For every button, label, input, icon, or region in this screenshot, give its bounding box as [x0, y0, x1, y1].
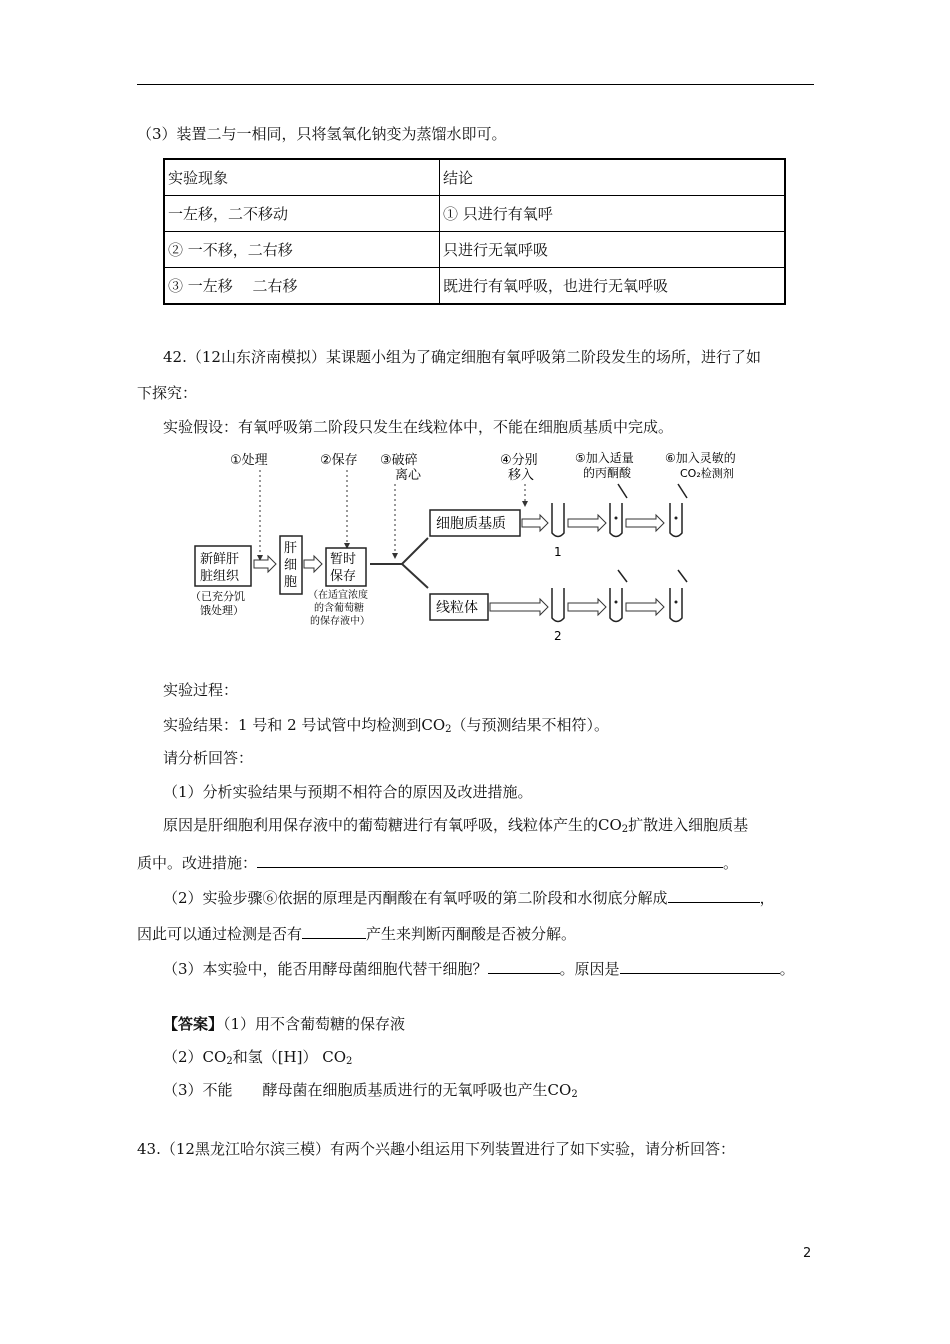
part3-intro: （3）装置二与一相同，只将氢氧化钠变为蒸馏水即可。 — [137, 125, 507, 143]
result-text-end: （与预测结果不相符）。 — [451, 716, 610, 734]
table-cell: 一左移，二不移动 — [164, 196, 440, 232]
q42-subq2-line1 — [163, 886, 775, 908]
results-table — [163, 158, 786, 305]
arrow-liver-to-store — [304, 556, 322, 572]
tissue-label-b: 脏组织 — [200, 569, 240, 584]
step4-label-b: 移入 — [508, 468, 535, 483]
step6-label-a: ⑥加入灵敏的 — [665, 451, 736, 465]
liver-cell-label-a: 肝 — [284, 541, 298, 556]
q42-improvement — [137, 851, 738, 873]
dropper-icon — [618, 484, 627, 498]
drop-icon — [675, 601, 678, 604]
tissue-note-a: （已充分饥 — [190, 590, 245, 603]
mitochondria-label: 线粒体 — [436, 600, 478, 616]
tube-2-step6 — [670, 588, 682, 622]
answer-label: 【答案】 — [163, 1015, 224, 1033]
cytoplasm-label: 细胞质基质 — [436, 516, 506, 532]
table-row — [164, 232, 785, 268]
answer-1: （1）用不含葡萄糖的保存液 — [223, 1015, 406, 1033]
step5-label-b: 的丙酮酸 — [583, 466, 632, 480]
storage-label-b: 保存 — [330, 569, 357, 584]
step3-label-b: 离心 — [395, 468, 422, 483]
step4-label-a: ④分别 — [500, 453, 538, 468]
table-row — [164, 268, 785, 305]
q42-line2: 下探究： — [137, 384, 198, 402]
q42-line1: 42.（12山东济南模拟）某课题小组为了确定细胞有氧呼吸第二阶段发生的场所，进行了如 — [163, 348, 761, 366]
tube-1 — [552, 503, 564, 537]
dropper-icon — [678, 570, 687, 582]
dropper-icon — [618, 570, 627, 582]
arrow-tube2-step6 — [626, 599, 664, 615]
q42-subq2-line2 — [137, 922, 576, 944]
split-arrow — [370, 538, 428, 588]
subq2-text-c: 产生来判断丙酮酸是否被分解。 — [366, 925, 577, 943]
table-cell: ③ 一左移 二右移 — [164, 268, 440, 305]
table-cell: ① 只进行有氧呼 — [440, 196, 786, 232]
answer-line3 — [163, 1080, 578, 1105]
storage-note-a: （在适宜浓度 — [308, 590, 368, 601]
improvement-end: 。 — [723, 854, 739, 872]
storage-note-b: 的含葡萄糖 — [314, 603, 364, 614]
reason-text-end: 扩散进入细胞质基 — [628, 816, 749, 834]
q43-line: 43.（12黑龙江哈尔滨三模）有两个兴趣小组运用下列装置进行了如下实验，请分析回答： — [137, 1140, 735, 1158]
step5-label-a: ⑤加入适量 — [575, 451, 634, 465]
subq2-blank-2[interactable] — [302, 922, 366, 939]
tube-1-step6 — [670, 503, 682, 537]
tube-2 — [552, 588, 564, 622]
improvement-label: 质中。改进措施： — [137, 854, 258, 872]
liver-cell-label-b: 细 — [284, 558, 298, 573]
header-rule — [137, 84, 814, 85]
q42-result — [163, 715, 609, 740]
answer-3-subscript: 2 — [571, 1089, 578, 1100]
arrow-cyto-to-tube1 — [522, 515, 548, 531]
q42-subq1: （1）分析实验结果与预期不相符合的原因及改进措施。 — [163, 783, 533, 801]
answer-line2 — [163, 1047, 352, 1072]
q42-reason — [163, 815, 748, 840]
step3-label-a: ③破碎 — [380, 453, 418, 468]
tube-1-step5 — [610, 503, 622, 537]
result-subscript: 2 — [445, 724, 452, 735]
experiment-diagram — [190, 448, 790, 648]
answer-3-text: （3）不能 酵母菌在细胞质基质进行的无氧呼吸也产生CO — [163, 1081, 572, 1099]
subq2-text-b: 因此可以通过检测是否有 — [137, 925, 303, 943]
q42-analyze: 请分析回答： — [163, 749, 254, 767]
tissue-label-a: 新鲜肝 — [200, 552, 240, 567]
step6-label-b: CO₂检测剂 — [680, 467, 734, 480]
q42-hypothesis: 实验假设：有氧呼吸第二阶段只发生在线粒体中，不能在细胞质基质中完成。 — [163, 418, 674, 436]
subq3-end: 。 — [779, 960, 795, 978]
improvement-blank[interactable] — [257, 851, 723, 868]
dropper-icon — [678, 484, 687, 498]
subq2-text: （2）实验步骤⑥依据的原理是丙酮酸在有氧呼吸的第二阶段和水彻底分解成 — [163, 889, 668, 907]
answer-2-subscript: 2 — [226, 1056, 233, 1067]
subq3-text-b: 。原因是 — [559, 960, 620, 978]
table-cell: ② 一不移，二右移 — [164, 232, 440, 268]
table-header-phenomenon: 实验现象 — [164, 159, 440, 196]
subq3-blank-2[interactable] — [620, 957, 780, 974]
drop-icon — [615, 517, 618, 520]
step2-label: ②保存 — [320, 453, 358, 468]
table-header-conclusion: 结论 — [440, 159, 786, 196]
drop-icon — [615, 601, 618, 604]
subq3-text: （3）本实验中，能否用酵母菌细胞代替干细胞？ — [163, 960, 488, 978]
step1-label: ①处理 — [230, 453, 268, 468]
table-cell: 只进行无氧呼吸 — [440, 232, 786, 268]
arrow-tube2-step5 — [568, 599, 606, 615]
answer-2-text: （2）CO — [163, 1048, 227, 1066]
tube-1-label: 1 — [554, 545, 562, 559]
table-header-row — [164, 159, 785, 196]
table-row — [164, 196, 785, 232]
storage-label-a: 暂时 — [330, 552, 357, 567]
q42-subq3 — [163, 957, 795, 979]
tube-2-label: 2 — [554, 629, 562, 643]
tube-2-step5 — [610, 588, 622, 622]
drop-icon — [675, 517, 678, 520]
arrow-tube1-step5 — [568, 515, 606, 531]
table-cell: 既进行有氧呼吸，也进行无氧呼吸 — [440, 268, 786, 305]
tissue-note-b: 饿处理） — [200, 604, 244, 617]
arrow-tube1-step6 — [626, 515, 664, 531]
storage-note-c: 的保存液中） — [310, 616, 370, 627]
result-text: 实验结果：1 号和 2 号试管中均检测到CO — [163, 716, 446, 734]
answer-2-subscript-b: 2 — [346, 1056, 353, 1067]
liver-cell-label-c: 胞 — [284, 575, 298, 590]
q42-process: 实验过程： — [163, 681, 239, 699]
answer-line1 — [163, 1014, 405, 1034]
page-number: 2 — [803, 1246, 812, 1261]
reason-subscript: 2 — [621, 824, 629, 835]
answer-2-text-b: 和氢（[H]） CO — [232, 1048, 347, 1066]
subq2-blank-1[interactable] — [668, 886, 760, 903]
arrow-tissue-to-liver — [254, 556, 276, 572]
reason-text: 原因是肝细胞利用保存液中的葡萄糖进行有氧呼吸，线粒体产生的CO — [163, 816, 622, 834]
subq3-blank-1[interactable] — [488, 957, 560, 974]
arrow-mito-to-tube2 — [490, 599, 548, 615]
subq2-end: ， — [759, 889, 775, 907]
